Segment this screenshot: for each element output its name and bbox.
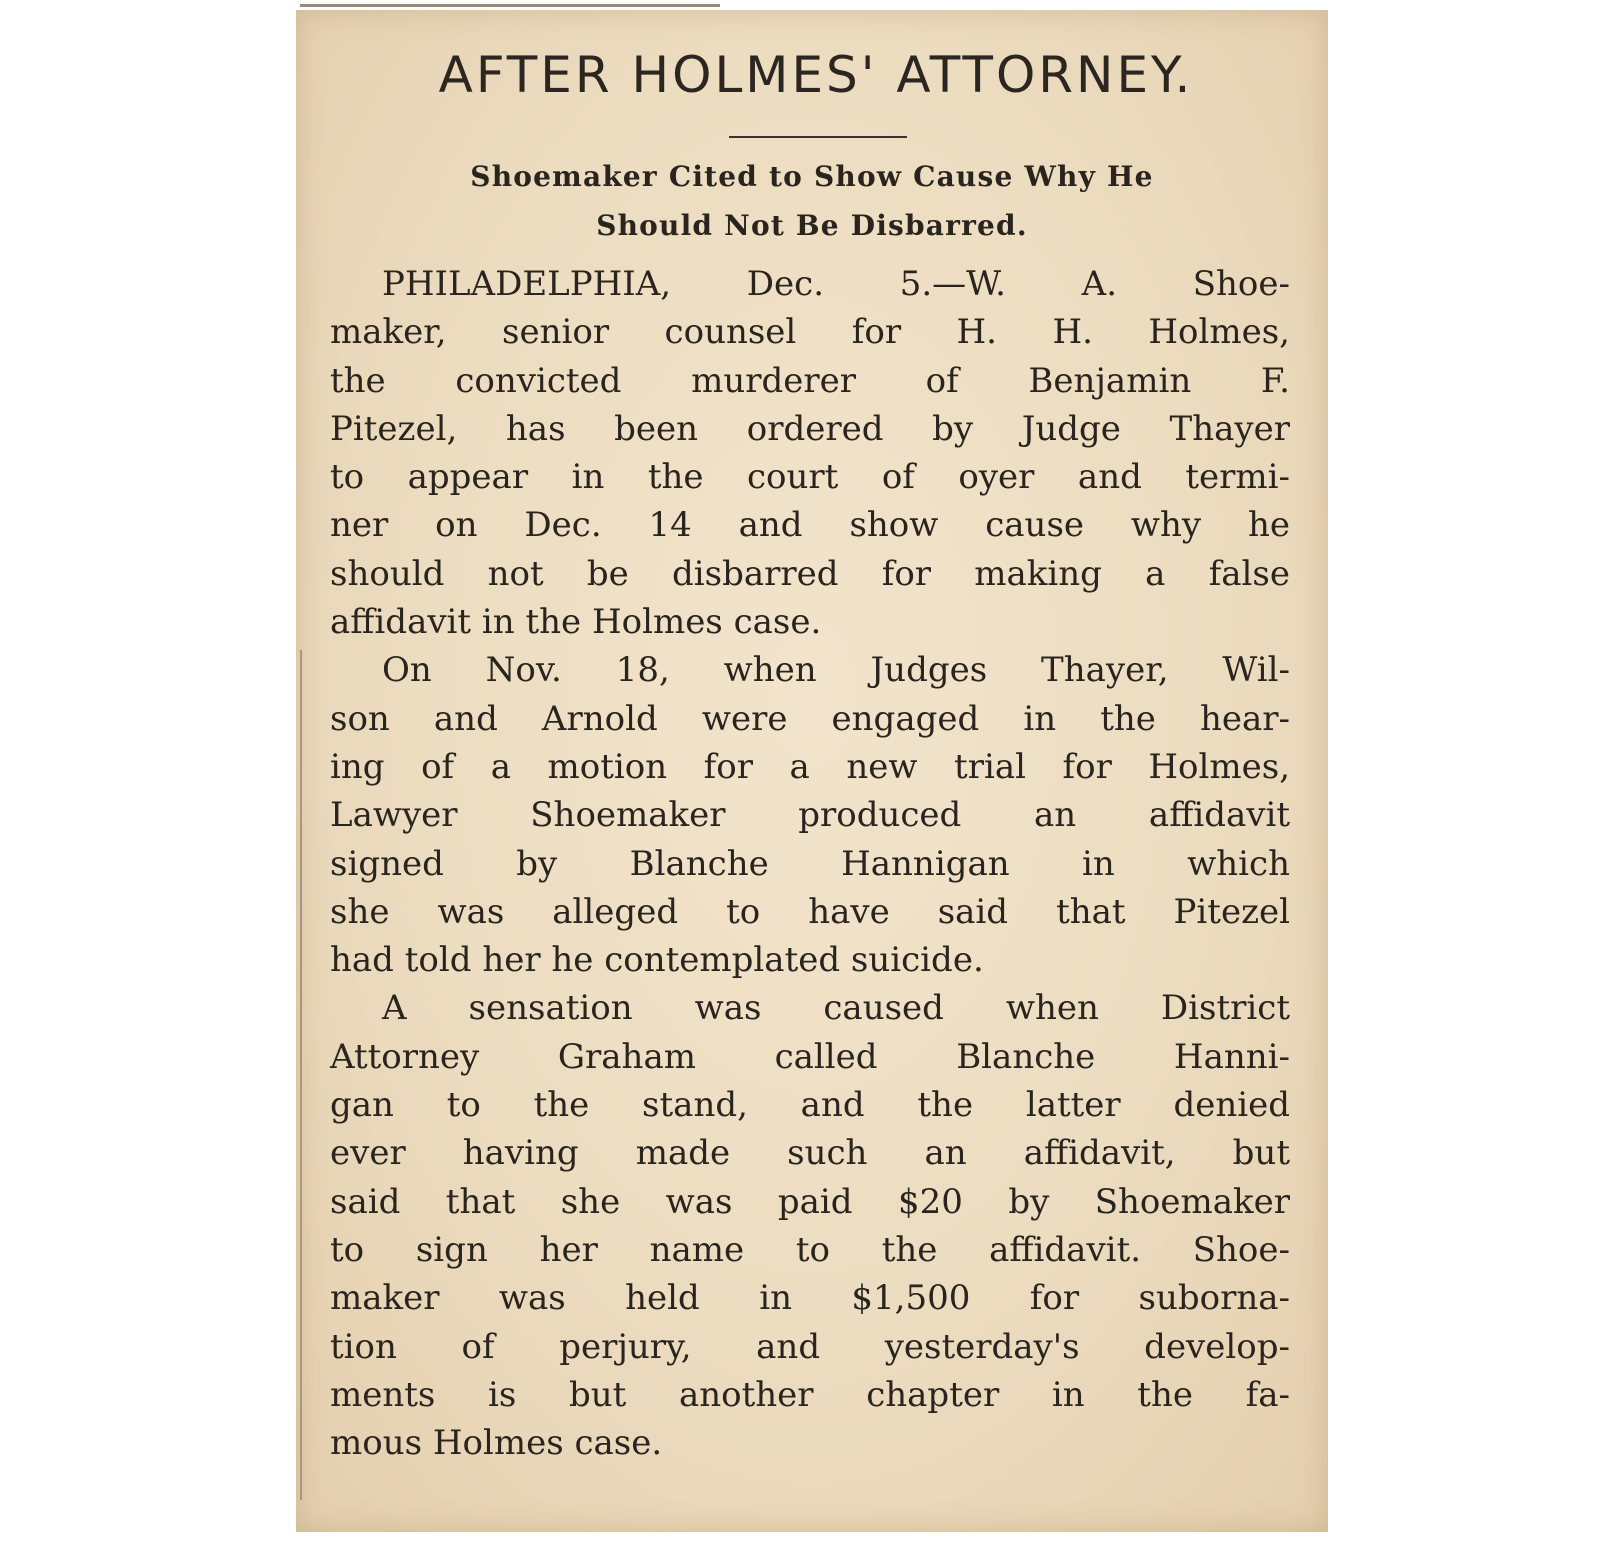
article-line: ner on Dec. 14 and show cause why he	[330, 505, 1290, 546]
article-line: PHILADELPHIA, Dec. 5.—W. A. Shoe-	[382, 264, 1290, 304]
article-line: the convicted murderer of Benjamin F.	[330, 360, 1290, 401]
paragraph	[330, 260, 1290, 646]
article-line: said that she was paid $20 by Shoemaker	[330, 1181, 1290, 1222]
article-line: to sign her name to the affidavit. Shoe-	[330, 1229, 1290, 1270]
article-line: mous Holmes case.	[330, 1423, 663, 1464]
article-line: signed by Blanche Hannigan in which	[330, 843, 1290, 884]
article-line: ing of a motion for a new trial for Holmes,	[330, 746, 1290, 787]
article-line: tion of perjury, and yesterday's develop-	[330, 1326, 1290, 1367]
article-line: gan to the stand, and the latter denied	[330, 1085, 1290, 1126]
subheadline-line: Should Not Be Disbarred.	[596, 209, 1028, 242]
article-line: Pitezel, has been ordered by Judge Thayer	[330, 408, 1290, 449]
paragraph	[330, 646, 1290, 984]
headline: AFTER HOLMES' ATTORNEY.	[438, 46, 1194, 104]
subheadline	[316, 152, 1308, 250]
article-line: ever having made such an affidavit, but	[330, 1133, 1290, 1174]
article-line: to appear in the court of oyer and termi-	[330, 457, 1290, 498]
article-line: should not be disbarred for making a false	[330, 553, 1290, 594]
article-line: On Nov. 18, when Judges Thayer, Wil-	[382, 650, 1290, 691]
newspaper-clipping	[296, 10, 1328, 1532]
article-line: Lawyer Shoemaker produced an affidavit	[330, 795, 1290, 836]
article-line: maker was held in $1,500 for suborna-	[330, 1278, 1290, 1319]
article-line: Attorney Graham called Blanche Hanni-	[330, 1036, 1290, 1077]
article-line: son and Arnold were engaged in the hear-	[330, 698, 1290, 739]
article-line: A sensation was caused when District	[382, 988, 1290, 1029]
article-line: she was alleged to have said that Pitezel	[330, 891, 1290, 932]
article-body	[330, 260, 1290, 1467]
top-edge-rule	[300, 4, 720, 7]
headline-divider	[729, 136, 907, 138]
article-line: maker, senior counsel for H. H. Holmes,	[330, 312, 1290, 353]
article-line: ments is but another chapter in the fa-	[330, 1374, 1290, 1415]
paragraph	[330, 984, 1290, 1467]
subheadline-line: Shoemaker Cited to Show Cause Why He	[470, 160, 1154, 193]
column-rule	[300, 650, 302, 1500]
article-line: had told her he contemplated suicide.	[330, 940, 984, 981]
article-line: affidavit in the Holmes case.	[330, 602, 822, 643]
